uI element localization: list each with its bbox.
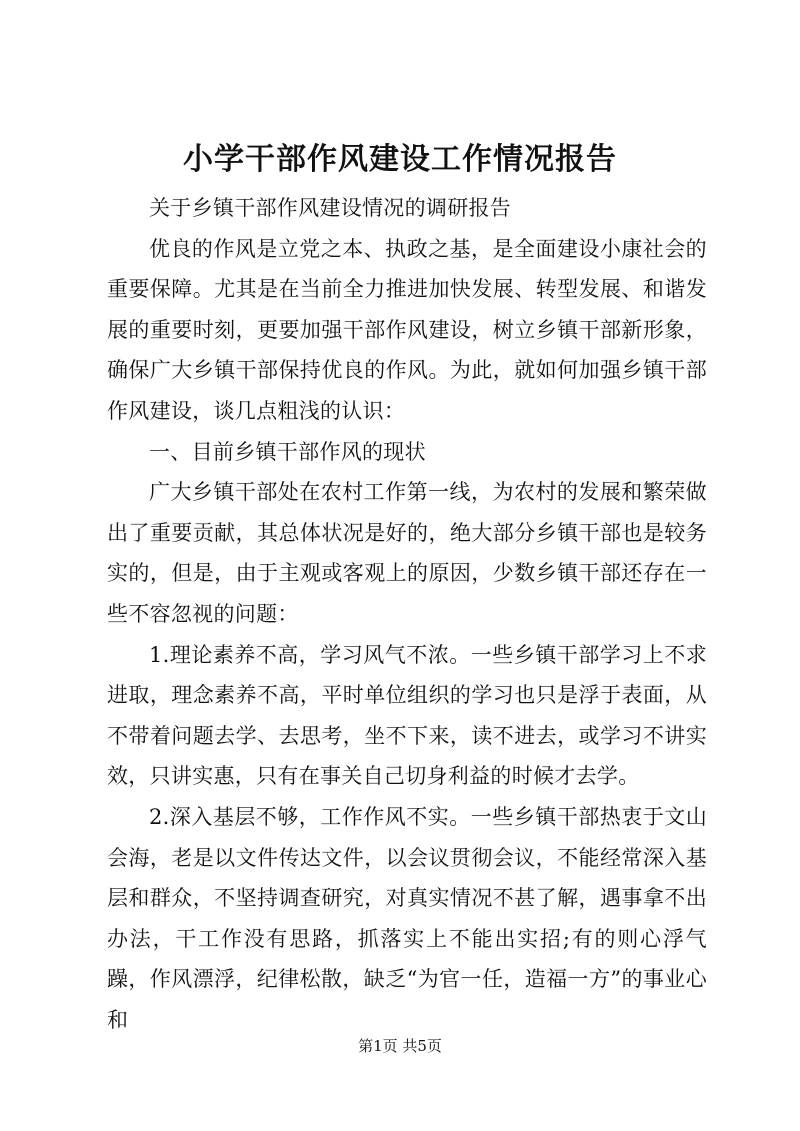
- paragraph-intro: 优良的作风是立党之本、执政之基，是全面建设小康社会的重要保障。尤其是在当前全力推进加快发展、转型发展、和谐发展的重要时刻，更要加强干部作风建设，树立乡镇干部新形象，确保广大乡镇干部保持优良的作风。为此，就如何加强乡镇干部作风建设，谈几点粗浅的认识：: [107, 236, 707, 423]
- paragraph-point-2: 2.深入基层不够，工作作风不实。一些乡镇干部热衷于文山会海，老是以文件传达文件，以会议贯彻会议，不能经常深入基层和群众，不坚持调查研究，对真实情况不甚了解，遇事拿不出办法，干工作没有思路，抓落实上不能出实招;有的则心浮气躁，作风漂浮，纪律松散，缺乏“为官一任，造福一方”的事业心和: [107, 804, 707, 1032]
- section-heading-status: 一、目前乡镇干部作风的现状: [149, 439, 426, 464]
- paragraph-point-1: 1.理论素养不高，学习风气不浓。一些乡镇干部学习上不求进取，理念素养不高，平时单位组织的学习也只是浮于表面，从不带着问题去学、去思考，坐不下来，读不进去，或学习不讲实效，只讲实惠，只有在事关自己切身利益的时候才去学。: [107, 642, 707, 789]
- document-title: 小学干部作风建设工作情况报告: [183, 142, 617, 177]
- paragraph-subtitle: 关于乡镇干部作风建设情况的调研报告: [149, 196, 512, 220]
- paragraph-overview: 广大乡镇干部处在农村工作第一线，为农村的发展和繁荣做出了重要贡献，其总体状况是好的，绝大部分乡镇干部也是较务实的，但是，由于主观或客观上的原因，少数乡镇干部还存在一些不容忽视的问题：: [107, 480, 707, 626]
- document-body: [107, 188, 707, 1040]
- page-number-footer: 第1页 共5页: [358, 1037, 442, 1055]
